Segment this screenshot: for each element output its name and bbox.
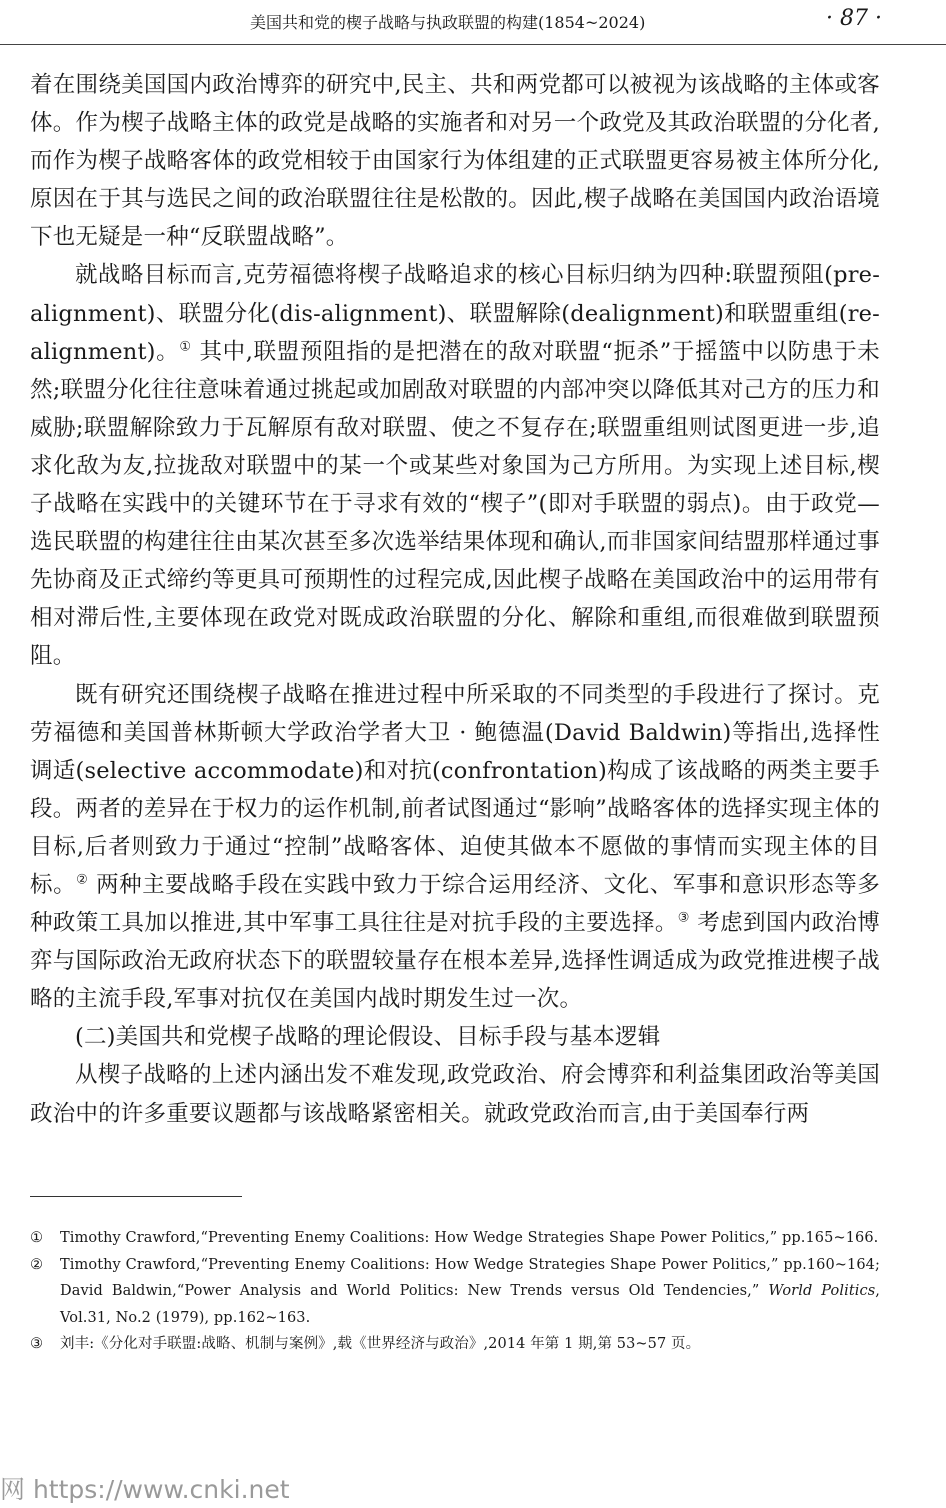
running-title: 美国共和党的楔子战略与执政联盟的构建(1854~2024) [250,13,646,32]
footnote-ref-2[interactable]: ② [76,872,89,888]
paragraph-3 [30,676,880,1019]
cnki-watermark: 网 https://www.cnki.net [0,1475,290,1504]
footnote-text [60,1252,880,1332]
footnote-ref-1[interactable]: ① [179,339,192,355]
paragraph-1: 着在围绕美国国内政治博弈的研究中,民主、共和两党都可以被视为该战略的主体或客体。作为楔子战略主体的政党是战略的实施者和对另一个政党及其政治联盟的分化者,而作为楔子战略客体的政党相较于由国家行为体组建的正式联盟更容易被主体所分化,原因在于其与选民之间的政治联盟往往是松散的。因此,楔子战略在美国国内政治语境下也无疑是一种“反联盟战略”。 [30,72,880,251]
section-heading: (二)美国共和党楔子战略的理论假设、目标手段与基本逻辑 [75,1024,661,1051]
footnote-2 [30,1252,880,1332]
paragraph-3-text-b: 两种主要战略手段在实践中致力于综合运用经济、文化、军事和意识形态等多种政策工具加以推进,其中军事工具往往是对抗手段的主要选择。 [30,871,881,937]
page-number: · 87 · [826,6,882,31]
footnotes [30,1225,880,1358]
paragraph-4: 从楔子战略的上述内涵出发不难发现,政党政治、府会博弈和利益集团政治等美国政治中的许多重要议题都与该战略紧密相关。就政党政治而言,由于美国奉行两 [30,1062,880,1127]
paragraph-3-text-a: 既有研究还围绕楔子战略在推进过程中所采取的不同类型的手段进行了探讨。克劳福德和美国普林斯顿大学政治学者大卫 · 鲍德温(David Baldwin)等指出,选择性调适(selective accommodate)和对抗(confrontation)构成了该战略的两类主要手段。两者的差异在于权力的运作机制,前者试图通过“影响”战略客体的选择实现主体的目标,后者则致力于通过“控制”战略客体、迫使其做本不愿做的事情而实现主体的目标。 [30,681,880,898]
footnote-mark: ① [30,1230,44,1246]
footnote-mark: ② [30,1256,44,1273]
journal-title: World Politics [768,1283,876,1299]
footnote-mark: ③ [30,1336,44,1352]
page-header [0,0,946,45]
paragraph-3-text-c: 考虑到国内政治博弈与国际政治无政府状态下的联盟较量存在根本差异,选择性调适成为政党推进楔子战略的主流手段,军事对抗仅在美国内战时期发生过一次。 [30,910,880,1013]
footnote-text-tail: , Vol.31, No.2 (1979), pp.162~163. [60,1283,880,1326]
footnote-1 [30,1225,880,1252]
footnote-ref-3[interactable]: ③ [677,910,690,926]
footnote-divider [30,1196,242,1197]
paragraph-2 [30,256,880,675]
footnote-3 [30,1331,880,1358]
footnote-text: Timothy Crawford,“Preventing Enemy Coalitions: How Wedge Strategies Shape Power Politics,” pp.165~166. [60,1230,879,1246]
body-text [30,66,880,1133]
paragraph-2-text-a: 就战略目标而言,克劳福德将楔子战略追求的核心目标归纳为四种:联盟预阻(pre-alignment)、联盟分化(dis-alignment)、联盟解除(dealignment)和联盟重组(re-alignment)。 [30,262,880,365]
paragraph-2-text-b: 其中,联盟预阻指的是把潜在的敌对联盟“扼杀”于摇篮中以防患于未然;联盟分化往往意味着通过挑起或加剧敌对联盟的内部冲突以降低其对己方的压力和威胁;联盟解除致力于瓦解原有敌对联盟、使之不复存在;联盟重组则试图更进一步,追求化敌为友,拉拢敌对联盟中的某一个或某些对象国为己方所用。为实现上述目标,楔子战略在实践中的关键环节在于寻求有效的“楔子”(即对手联盟的弱点)。由于政党—选民联盟的构建往往由某次甚至多次选举结果体现和确认,而非国家间结盟那样通过事先协商及正式缔约等更具可预期性的过程完成,因此楔子战略在美国政治中的运用带有相对滞后性,主要体现在政党对既成政治联盟的分化、解除和重组,而很难做到联盟预阻。 [30,338,880,670]
footnote-text-main: Timothy Crawford,“Preventing Enemy Coalitions: How Wedge Strategies Shape Power Politics,” pp.160~164; David Baldwin,“Power Analysis and World Politics: New Trends versus Old Tendencies,” [60,1256,880,1299]
footnote-text: 刘丰:《分化对手联盟:战略、机制与案例》,载《世界经济与政治》,2014 年第 1 期,第 53~57 页。 [60,1336,701,1352]
